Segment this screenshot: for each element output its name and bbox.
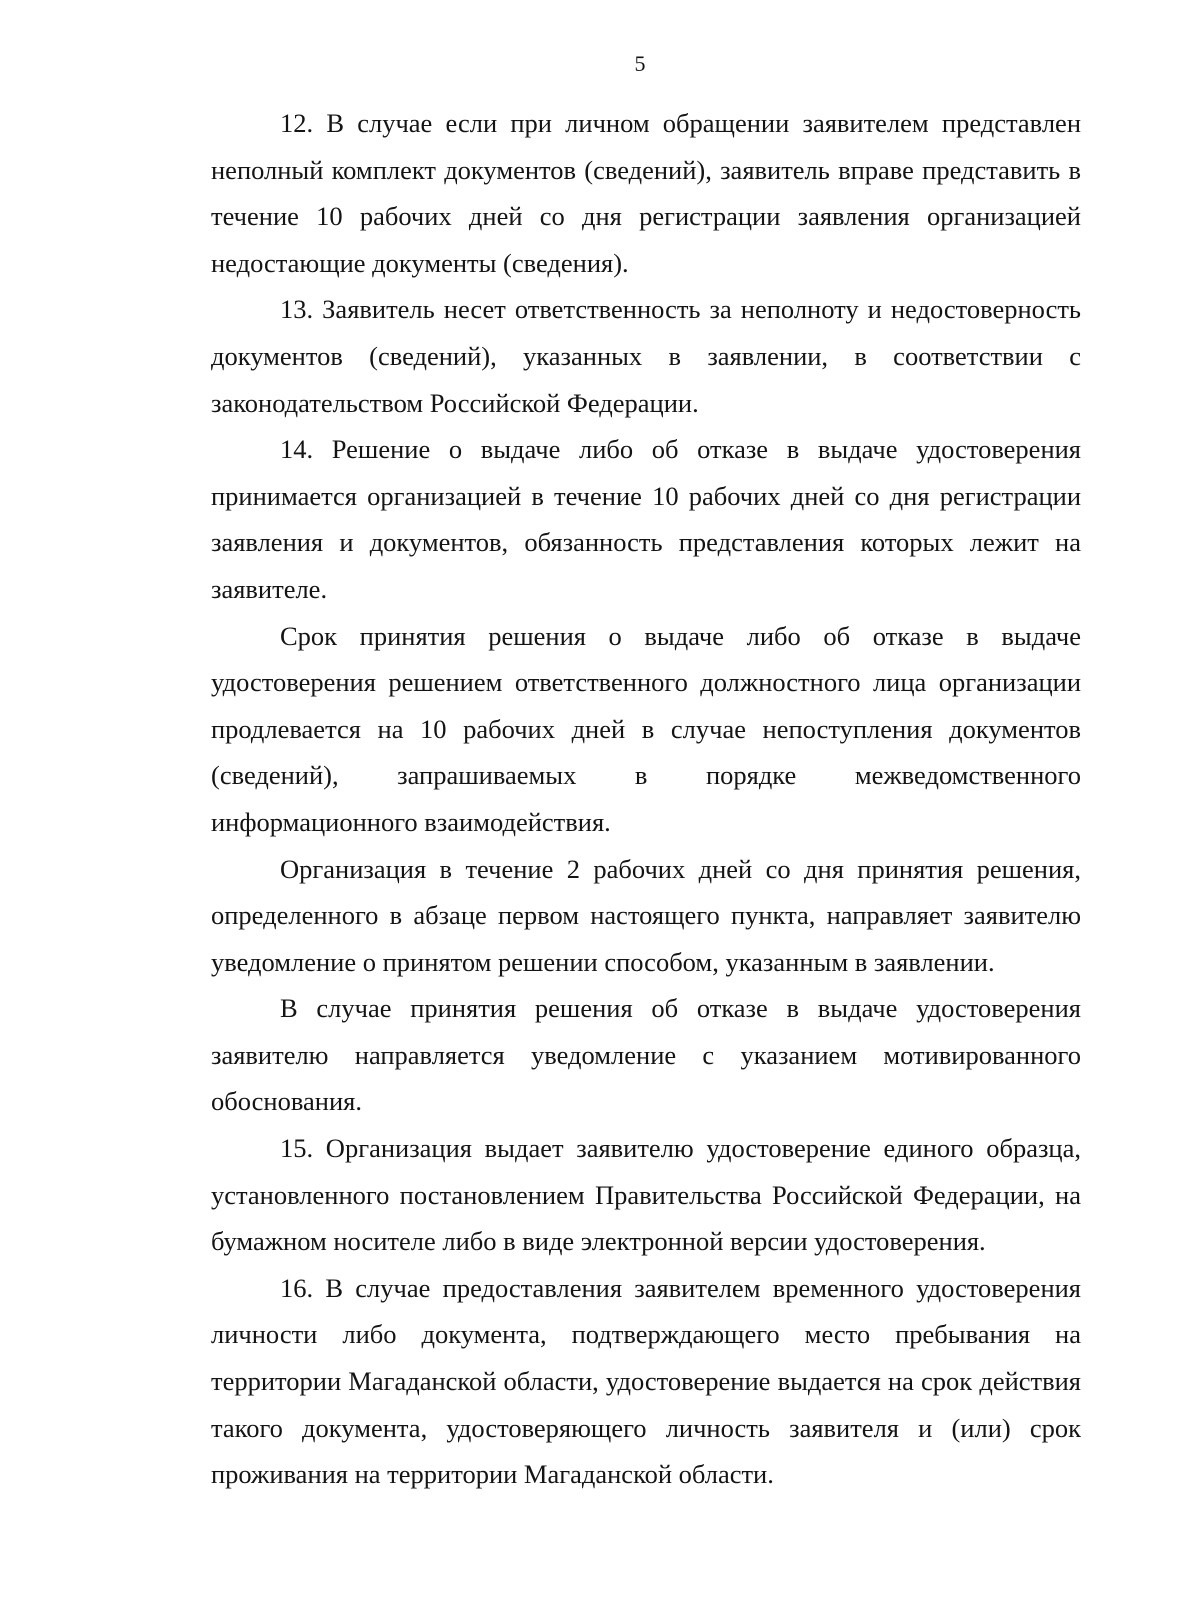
- paragraph-14-decision-term: Срок принятия решения о выдаче либо об отказе в выдаче удостоверения решением ответственного должностного лица организации продлевается на 10 рабочих дней в случае непоступления документов (сведений), запрашиваемых в порядке межведомственного информационного взаимодействия.: [211, 620, 1081, 837]
- paragraph-12: 12. В случае если при личном обращении заявителем представлен неполный комплект документов (сведений), заявитель вправе представить в течение 10 рабочих дней со дня регистрации заявления организацией недостающие документы (сведения).: [211, 108, 1081, 278]
- paragraph-15: 15. Организация выдает заявителю удостоверение единого образца, установленного постановлением Правительства Российской Федерации, на бумажном носителе либо в виде электронной версии удостоверения.: [211, 1133, 1081, 1257]
- page-number: 5: [634, 51, 646, 76]
- paragraph-13: 13. Заявитель несет ответственность за неполноту и недостоверность документов (сведений), указанных в заявлении, в соответствии с законодательством Российской Федерации.: [211, 294, 1081, 418]
- document-body: [211, 100, 1081, 1498]
- paragraph-16: 16. В случае предоставления заявителем временного удостоверения личности либо документа, подтверждающего место пребывания на территории Магаданской области, удостоверение выдается на срок действия такого документа, удостоверяющего личность заявителя и (или) срок проживания на территории Магаданской области.: [211, 1272, 1081, 1490]
- paragraph-14: 14. Решение о выдаче либо об отказе в выдаче удостоверения принимается организацией в течение 10 рабочих дней со дня регистрации заявления и документов, обязанность представления которых лежит на заявителе.: [211, 434, 1081, 604]
- paragraph-14-refusal: В случае принятия решения об отказе в выдаче удостоверения заявителю направляется уведомление с указанием мотивированного обоснования.: [211, 993, 1081, 1117]
- paragraph-14-notification: Организация в течение 2 рабочих дней со дня принятия решения, определенного в абзаце первом настоящего пункта, направляет заявителю уведомление о принятом решении способом, указанным в заявлении.: [211, 853, 1081, 977]
